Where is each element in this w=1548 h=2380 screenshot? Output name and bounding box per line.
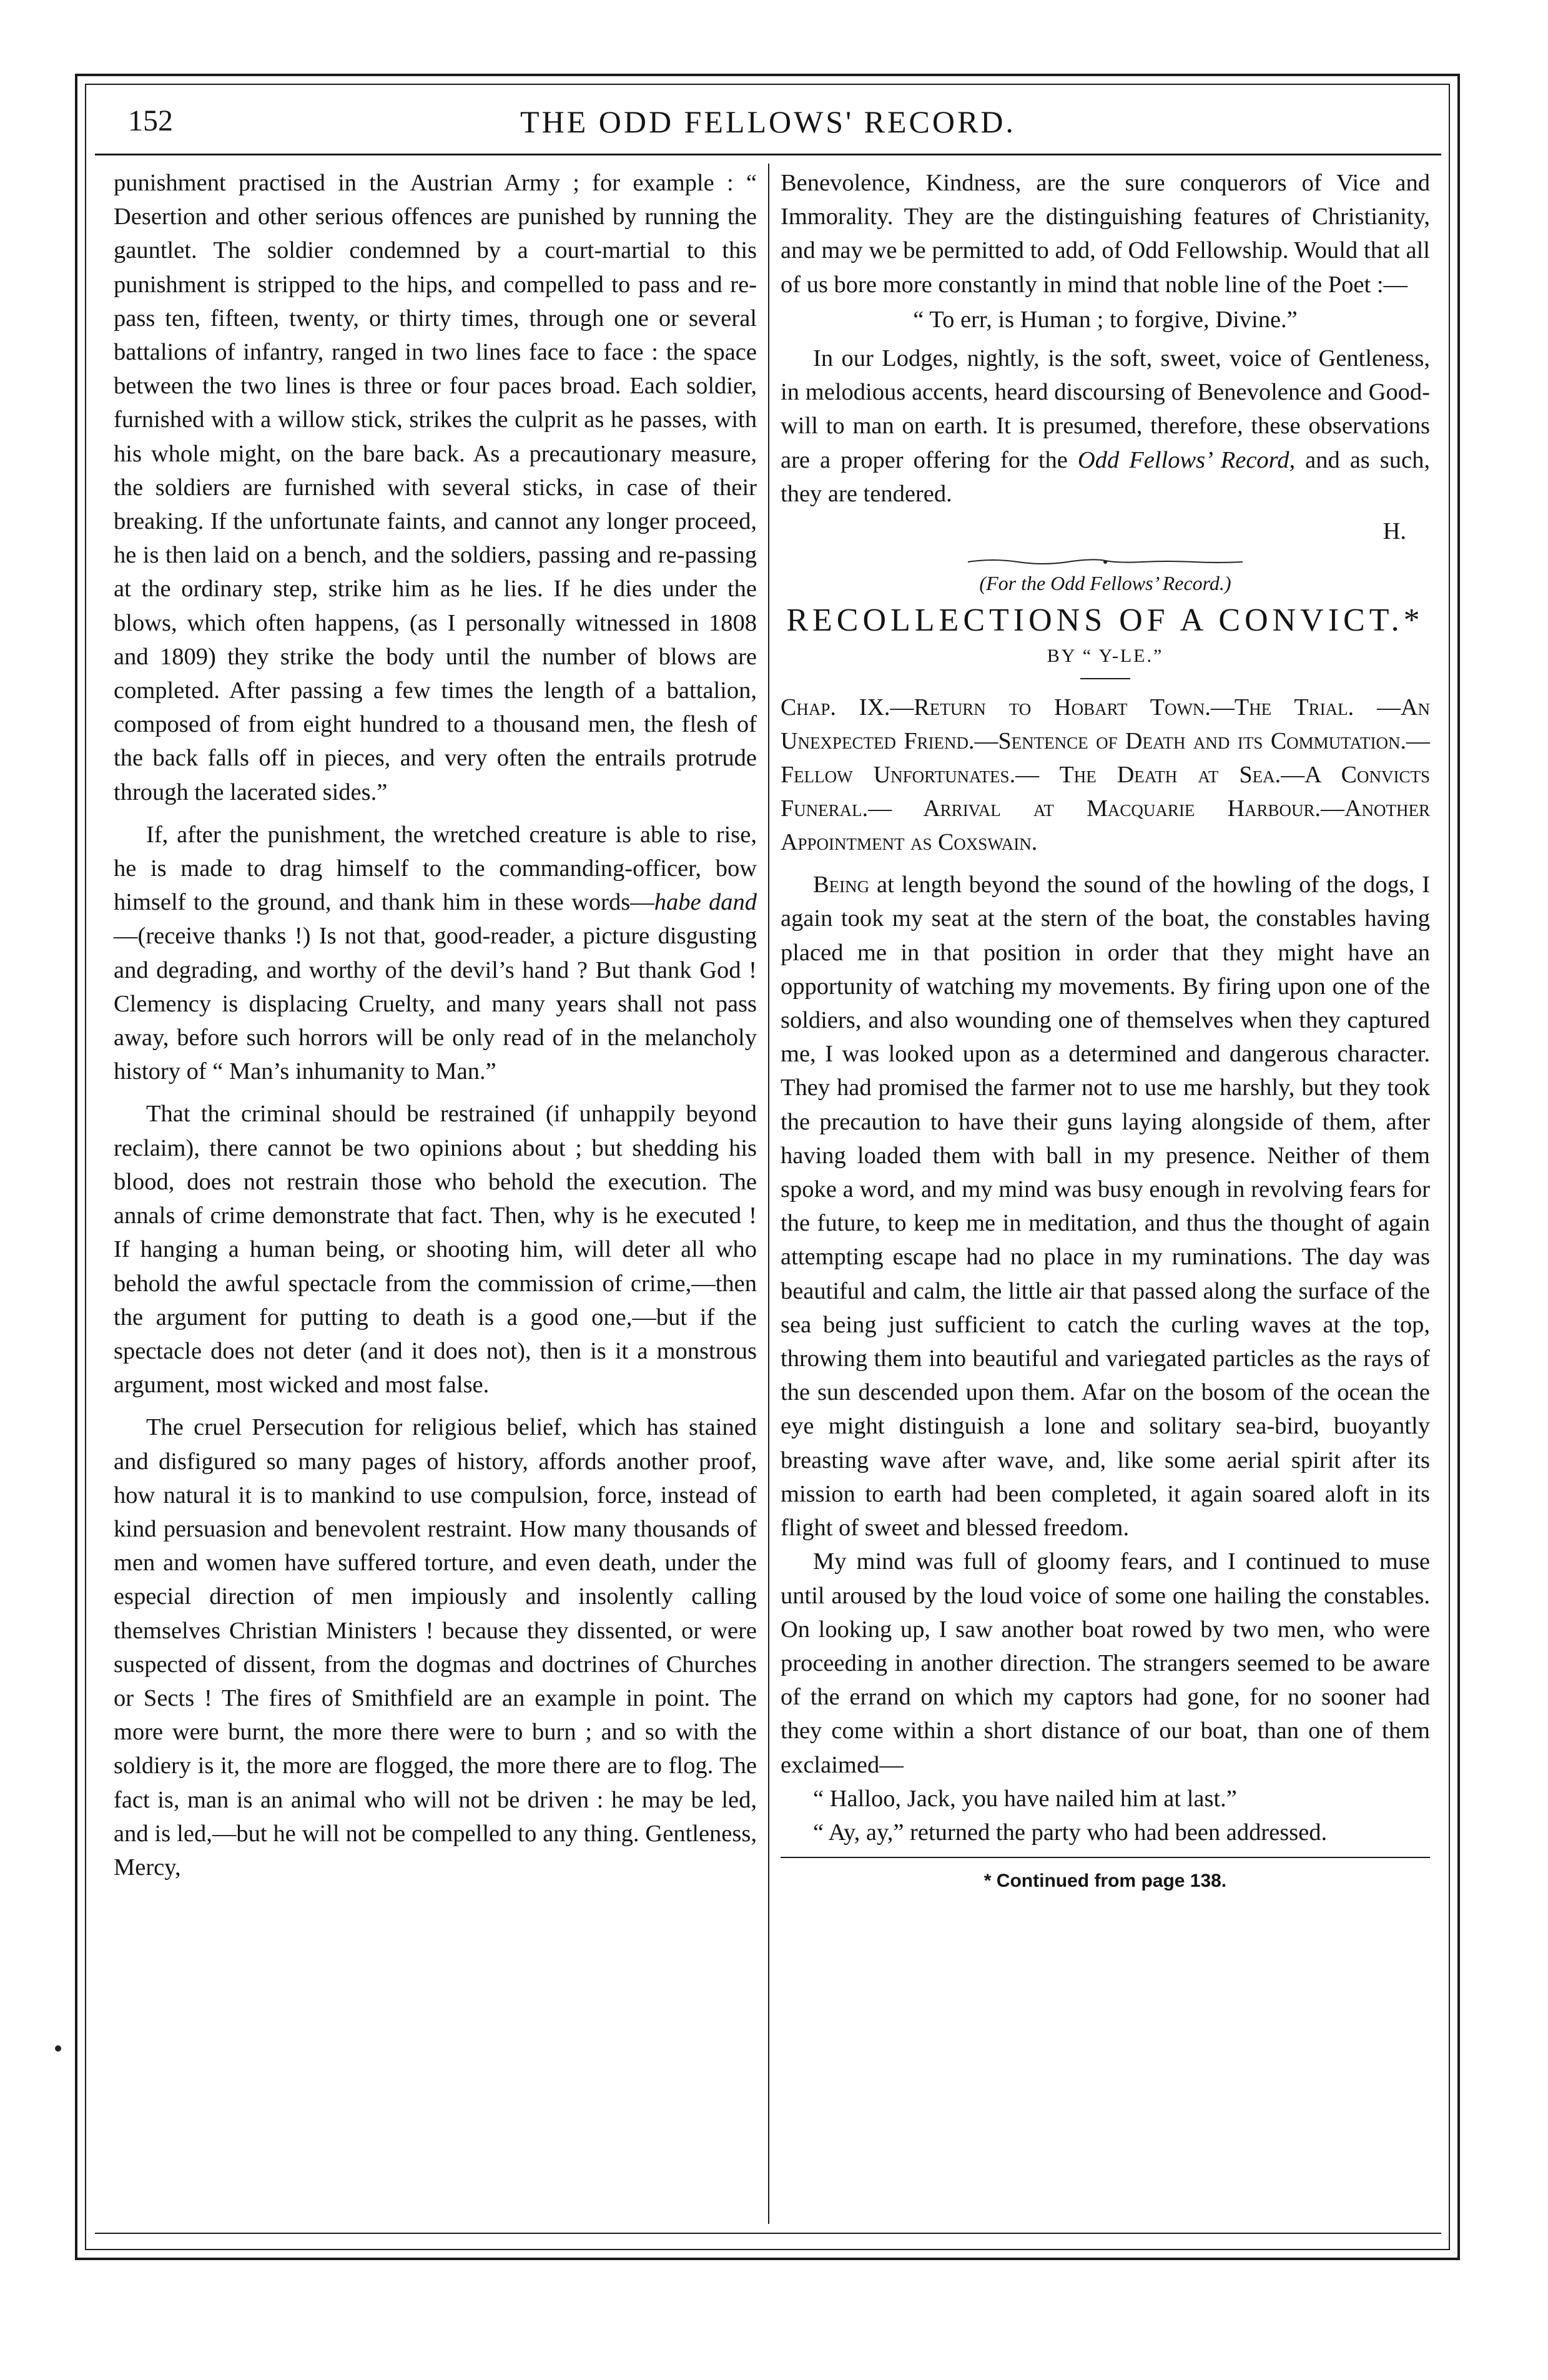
footer-rule — [95, 2233, 1441, 2234]
author-signature: H. — [1383, 518, 1406, 545]
running-title: THE ODD FELLOWS' RECORD. — [520, 104, 1016, 139]
paragraph — [781, 342, 1430, 511]
paragraph — [781, 868, 1430, 1545]
page-number: 152 — [128, 104, 173, 137]
text-run: If, after the punishment, the wretched creature is able to rise, he is made to drag himself to the commanding-officer, bow himself to the ground, and thank him in these words— — [114, 821, 757, 916]
right-column — [781, 166, 1430, 1898]
paragraph: The cruel Persecution for religious belief, which has stained and disfigured so many pages of history, affords another proof, how natural it is to mankind to use compulsion, force, instead of kind persuasion and benevolent restraint. How many thousands of men and women have suffered torture, and even death, under the especial direction of men impiously and insolently calling themselves Christian Ministers ! because they dissented, or were suspected of dissent, from the dogmas and doctrines of Churches or Sects ! The fires of Smithfield are an example in point. The more were burnt, the more there were to burn ; and so with the soldiery is it, the more are flogged, the more there are to flog. The fact is, man is an animal who will not be driven : he may be led, and is led,—but he will not be compelled to any thing. Gentleness, Mercy, — [114, 1414, 757, 1881]
text-run: In our Lodges, nightly, is the soft, sweet, voice of Gentleness, in melodious accents, heard discoursing of Benevolence and Good-will to man on earth. It is presumed, therefore, these observations are a proper offering for the — [781, 345, 1430, 473]
ornament-divider — [955, 557, 1255, 567]
footnote-rule — [781, 1857, 1430, 1858]
paragraph: “ Halloo, Jack, you have nailed him at last.” — [813, 1785, 1237, 1812]
paragraph: punishment practised in the Austrian Army ; for example : “ Desertion and other serious offences are punished by running the gauntlet. The soldier condemned by a court-martial to this punishment is stripped to the hips, and compelled to pass and re-pass ten, fifteen, twenty, or thirty times, through one or several battalions of infantry, ranged in two lines face to face : the space between the two lines is three or four paces broad. Each soldier, furnished with a willow stick, strikes the culprit as he passes, with his whole might, on the bare back. As a precautionary measure, the soldiers are furnished with several sticks, in case of their breaking. If the unfortunate faints, and cannot any longer proceed, he is then laid on a bench, and the soldiers, passing and re-passing at the ordinary step, strike him as he lies. If he dies under the blows, which often happens, (as I personally witnessed in 1808 and 1809) they strike the body until the number of blows are completed. After passing a few times the length of a battalion, composed of from eight hundred to a thousand men, the flesh of the back falls off in pieces, and very often the entrails protrude through the lacerated sides.” — [114, 170, 757, 805]
chapter-heading: Chap. IX.—Return to Hobart Town.—The Trial. —An Unexpected Friend.—Sentence of Death and its Commutation.—Fellow Unfortunates.— The Death at Sea.—A Convicts Funeral.— Arrival at Macquarie Harbour.—Another Appointment as Coxswain. — [781, 694, 1430, 856]
margin-mark — [55, 2045, 61, 2052]
footnote: * Continued from page 138. — [984, 1871, 1227, 1892]
paragraph: That the criminal should be restrained (if unhappily beyond reclaim), there cannot be two opinions about ; but shedding his blood, does not restrain those who behold the execution. The annals of crime demonstrate that fact. Then, why is he executed ! If hanging a human being, or shooting him, will deter all who behold the awful spectacle from the commission of crime,—then the argument for putting to death is a good one,—but if the spectacle does not deter (and it does not), then is it a monstrous argument, most wicked and most false. — [114, 1101, 757, 1399]
article-title: RECOLLECTIONS OF A CONVICT.* — [786, 602, 1424, 639]
short-rule — [1080, 678, 1130, 679]
paragraph: Benevolence, Kindness, are the sure conquerors of Vice and Immorality. They are the distinguishing features of Christianity, and may we be permitted to add, of Odd Fellowship. Would that all of us bore more constantly in mind that noble line of the Poet :— — [781, 170, 1430, 298]
italic-phrase: habe dand — [654, 889, 757, 916]
text-run: at length beyond the sound of the howling of the dogs, I again took my seat at the stern of the boat, the constables having placed me in that position in order that they might have an opportunity of watching my movements. By firing upon one of the soldiers, and also wounding one of themselves when they captured me, I was looked upon as a determined and dangerous character. They had promised the farmer not to use me harshly, but they took the precaution to have their guns laying alongside of them, after having loaded them with ball in my presence. Neither of them spoke a word, and my mind was busy enough in revolving fears for the future, to keep me in meditation, and thus the thought of again attempting escape had no place in my ruminations. The day was beautiful and calm, the little air that passed along the surface of the sea being just sufficient to catch the curling waves at the top, throwing them into beautiful and variegated particles as the rays of the sun descended upon them. Afar on the bosom of the ocean the eye might distinguish a lone and solitary sea-bird, buoyantly breasting wave after wave, and, like some aerial spirit after its mission to earth had been completed, it again soared aloft in its flight of sweet and blessed freedom. — [781, 872, 1430, 1542]
paragraph — [114, 818, 757, 1089]
header-rule — [95, 154, 1441, 155]
source-note: (For the Odd Fellows’ Record.) — [979, 572, 1231, 595]
paragraph: “ Ay, ay,” returned the party who had been addressed. — [813, 1819, 1328, 1846]
lead-word: Being — [813, 872, 870, 898]
italic-phrase: Odd Fellows’ Record, — [1077, 446, 1296, 473]
left-column — [114, 166, 757, 1884]
text-run: and as such, they are tendered. — [781, 446, 1431, 507]
column-divider — [768, 164, 769, 2224]
text-run: —(receive thanks !) Is not that, good-reader, a picture disgusting and degrading, and worthy of the devil’s hand ? But thank God ! Clemency is displacing Cruelty, and many years shall not pass away, before such horrors will be only read of in the melancholy history of “ Man’s inhumanity to Man.” — [114, 923, 757, 1085]
page-header — [103, 100, 1433, 150]
poet-quote: “ To err, is Human ; to forgive, Divine.” — [913, 306, 1298, 333]
byline: BY “ Y-LE.” — [1047, 646, 1164, 667]
paragraph: My mind was full of gloomy fears, and I continued to muse until aroused by the loud voice of some one hailing the constables. On looking up, I saw another boat rowed by two men, who were proceeding in another direction. The strangers seemed to be aware of the errand on which my captors had gone, for no sooner had they come within a short distance of our boat, than one of them exclaimed— — [781, 1548, 1430, 1778]
